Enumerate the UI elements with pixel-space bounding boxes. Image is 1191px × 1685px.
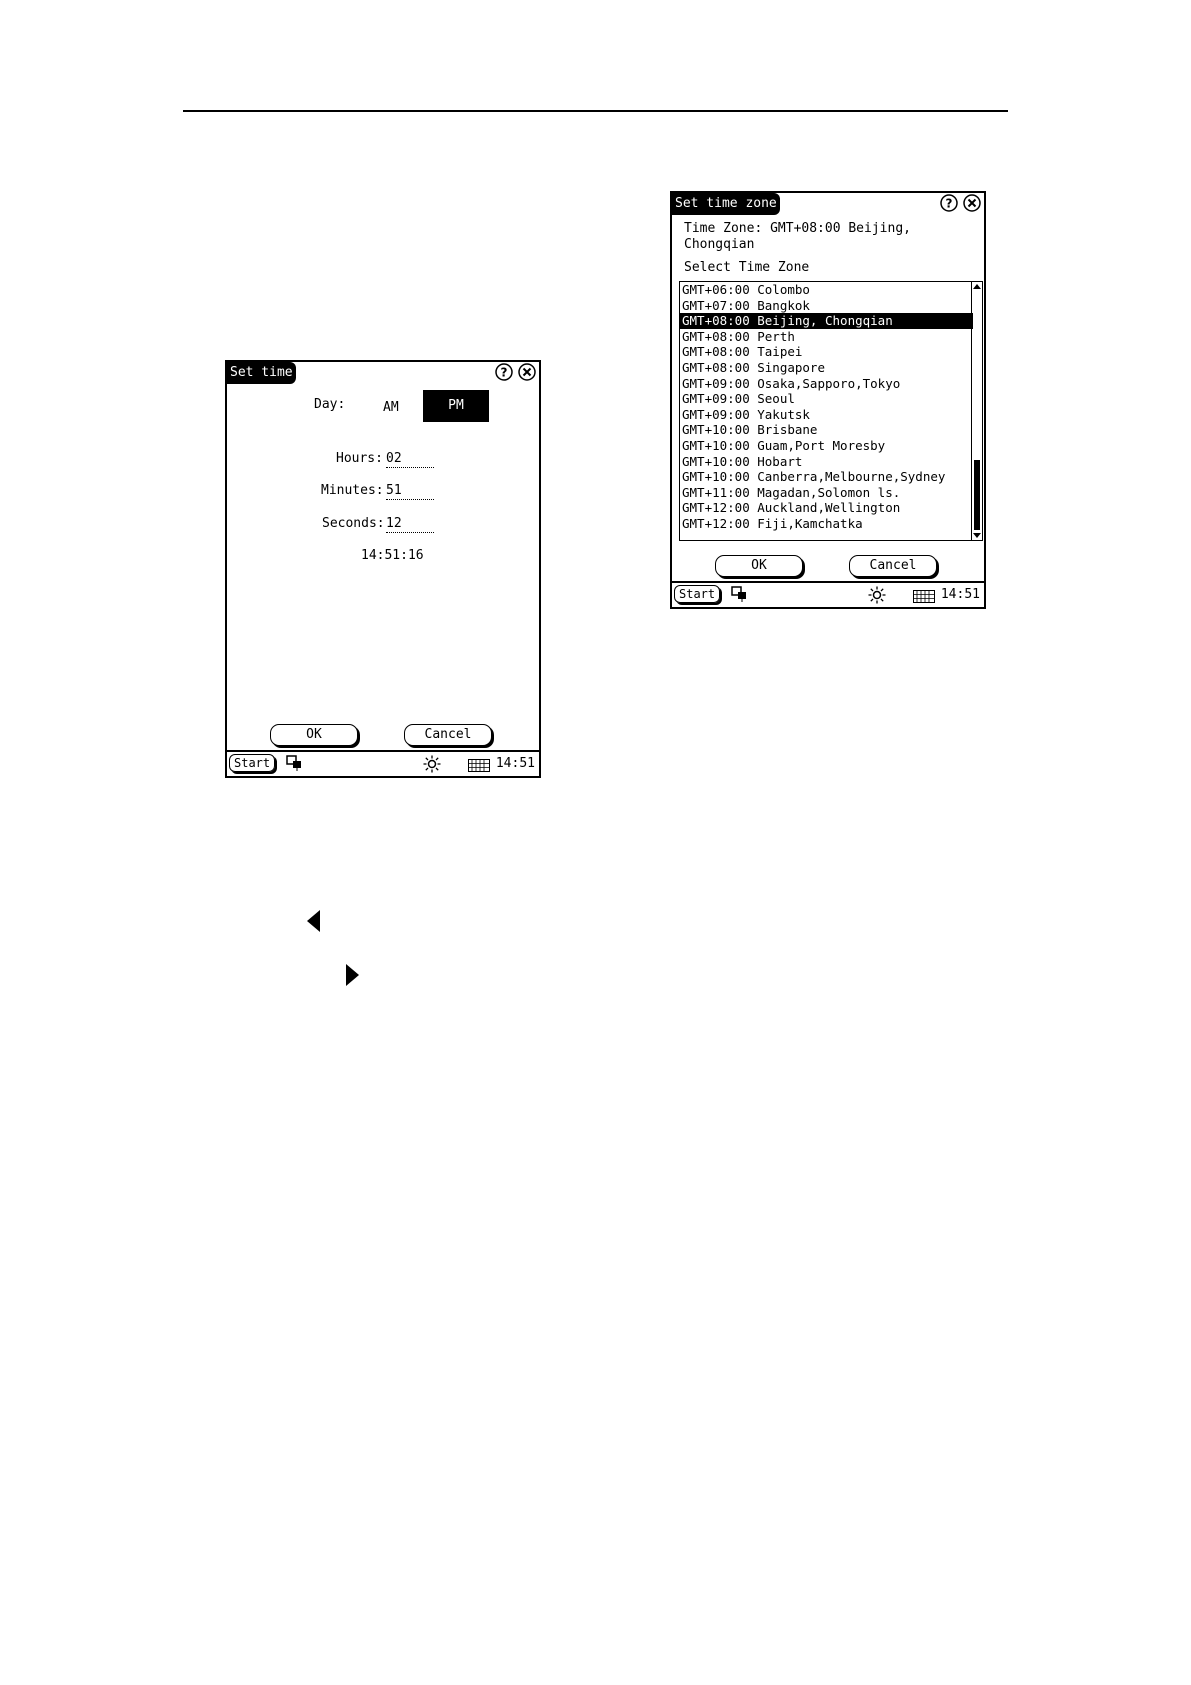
current-time-zone-line1: Time Zone: GMT+08:00 Beijing, — [684, 221, 911, 236]
brightness-icon[interactable] — [423, 755, 441, 777]
time-zone-item-selected[interactable]: GMT+08:00 Beijing, Chongqian — [680, 313, 973, 329]
set-time-title: Set time — [227, 362, 296, 384]
start-button[interactable]: Start — [674, 585, 720, 603]
hours-label: Hours: — [336, 451, 383, 466]
hours-field[interactable]: 02 — [386, 451, 434, 468]
time-zone-item[interactable]: GMT+06:00 Colombo — [682, 282, 810, 297]
time-zone-item[interactable]: GMT+12:00 Fiji,Kamchatka — [682, 515, 863, 531]
cancel-button[interactable]: Cancel — [404, 724, 492, 746]
time-zone-list[interactable] — [679, 281, 983, 541]
time-zone-item[interactable]: GMT+09:00 Osaka,Sapporo,Tokyo — [682, 375, 901, 391]
help-icon[interactable] — [940, 194, 958, 212]
time-zone-item[interactable]: GMT+10:00 Guam,Port Moresby — [682, 437, 886, 453]
pm-option-label: PM — [448, 398, 464, 413]
time-zone-item[interactable]: GMT+12:00 Auckland,Wellington — [682, 500, 901, 516]
minutes-label: Minutes: — [321, 483, 384, 498]
time-zone-item[interactable]: GMT+10:00 Hobart — [682, 453, 803, 469]
scroll-thumb[interactable] — [974, 460, 980, 530]
set-time-window — [225, 360, 541, 778]
set-time-titlebar — [227, 362, 539, 384]
scroll-down-icon[interactable] — [973, 533, 981, 538]
keyboard-icon[interactable] — [913, 588, 935, 607]
pm-option[interactable] — [423, 390, 489, 422]
current-time-display: 14:51:16 — [361, 548, 424, 563]
network-icon[interactable] — [731, 586, 749, 606]
svg-text:?: ? — [945, 196, 953, 211]
start-button[interactable]: Start — [229, 754, 275, 772]
time-zone-item[interactable]: GMT+10:00 Brisbane — [682, 422, 818, 438]
help-icon[interactable] — [495, 363, 513, 381]
set-time-zone-title: Set time zone — [672, 193, 780, 215]
brightness-icon[interactable] — [868, 586, 886, 608]
ok-button[interactable]: OK — [715, 555, 803, 577]
time-zone-rows — [680, 282, 982, 532]
select-time-zone-label: Select Time Zone — [684, 260, 810, 275]
page-header-rule — [183, 110, 1008, 112]
cancel-button[interactable]: Cancel — [849, 555, 937, 577]
time-zone-item[interactable]: GMT+08:00 Perth — [682, 328, 795, 344]
svg-text:?: ? — [500, 365, 508, 380]
time-zone-item[interactable]: GMT+07:00 Bangkok — [682, 297, 810, 313]
right-arrow-icon — [346, 964, 359, 986]
close-icon[interactable] — [963, 194, 981, 212]
taskbar — [227, 750, 539, 776]
close-icon[interactable] — [518, 363, 536, 381]
taskbar — [672, 581, 984, 607]
time-zone-item[interactable]: GMT+08:00 Taipei — [682, 344, 803, 360]
current-time-zone-line2: Chongqian — [684, 237, 755, 252]
day-label: Day: — [314, 397, 346, 412]
time-zone-item[interactable]: GMT+09:00 Yakutsk — [682, 406, 810, 422]
seconds-field[interactable]: 12 — [386, 516, 434, 533]
time-zone-item[interactable]: GMT+10:00 Canberra,Melbourne,Sydney — [682, 469, 946, 485]
ok-button[interactable]: OK — [270, 724, 358, 746]
time-zone-item[interactable]: GMT+08:00 Singapore — [682, 359, 825, 375]
set-time-zone-titlebar — [672, 193, 984, 215]
set-time-zone-window — [670, 191, 986, 609]
taskbar-clock: 14:51 — [495, 756, 535, 771]
network-icon[interactable] — [286, 755, 304, 775]
scroll-up-icon[interactable] — [973, 284, 981, 289]
seconds-label: Seconds: — [322, 516, 385, 531]
taskbar-clock: 14:51 — [940, 587, 980, 602]
time-zone-item[interactable]: GMT+09:00 Seoul — [682, 391, 795, 407]
minutes-field[interactable]: 51 — [386, 483, 434, 500]
am-option[interactable]: AM — [383, 400, 399, 415]
time-zone-item[interactable]: GMT+11:00 Magadan,Solomon ls. — [682, 484, 901, 500]
left-arrow-icon — [307, 910, 320, 932]
keyboard-icon[interactable] — [468, 757, 490, 776]
list-scrollbar[interactable] — [971, 282, 982, 540]
